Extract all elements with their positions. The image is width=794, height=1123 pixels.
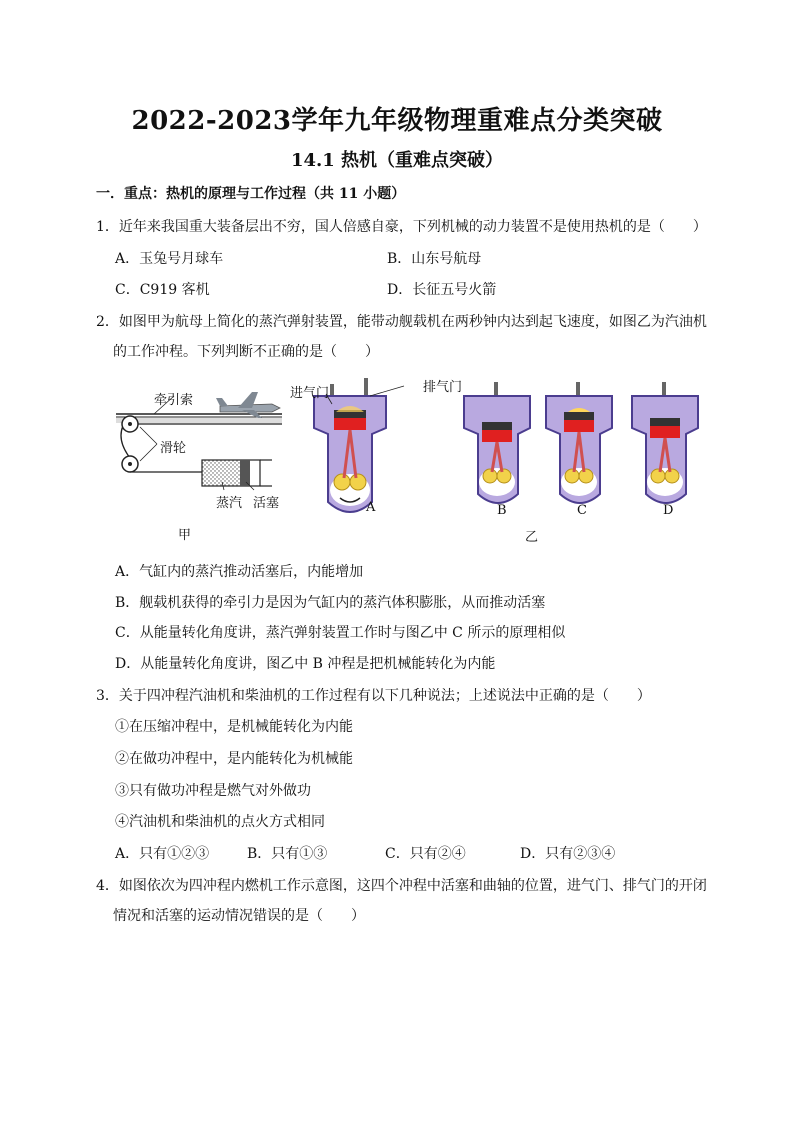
label-engine-a: A [366,500,376,515]
label-yi: 乙 [525,530,539,545]
label-intake-valve: 进气门 [290,386,330,401]
label-engine-c: C [577,503,587,518]
label-engine-d: D [663,503,674,518]
label-pulley: 滑轮 [160,441,187,456]
label-engine-b: B [497,503,507,518]
question-1-option-d: D．长征五号火箭 [387,282,497,298]
question-3-text: 3．关于四冲程汽油机和柴油机的工作过程有以下几种说法；上述说法中正确的是（ ） [96,688,651,704]
page-subtitle: 14.1 热机（重难点突破） [290,150,504,171]
question-3-option-c: C．只有②④ [385,846,466,862]
question-3-statement-3: ③只有做功冲程是燃气对外做功 [115,783,311,799]
question-2-option-b: B．舰载机获得的牵引力是因为气缸内的蒸汽体积膨胀，从而推动活塞 [115,595,546,611]
question-4-text-line-1: 4．如图依次为四冲程内燃机工作示意图，这四个冲程中活塞和曲轴的位置，进气门、排气门的开闭 [96,878,707,894]
section-heading: 一．重点：热机的原理与工作过程（共 11 小题） [96,186,406,202]
question-2-option-a: A．气缸内的蒸汽推动活塞后，内能增加 [115,564,364,580]
engine-d-icon [632,382,698,503]
catapult-diagram [116,392,282,490]
question-3-statement-4: ④汽油机和柴油机的点火方式相同 [115,814,325,830]
label-rope: 牵引索 [154,393,194,408]
question-1-option-a: A．玉兔号月球车 [115,251,224,267]
question-3-statement-1: ①在压缩冲程中，是机械能转化为内能 [115,719,353,735]
engine-b-icon [464,382,530,503]
question-1-option-b: B．山东号航母 [387,251,482,267]
question-3-option-b: B．只有①③ [247,846,328,862]
label-steam: 蒸汽 [216,496,243,511]
question-2-option-d: D．从能量转化角度讲，图乙中 B 冲程是把机械能转化为内能 [115,656,496,672]
question-2-figure [112,372,712,547]
label-exhaust-valve: 排气门 [423,380,463,395]
question-4-text-line-2: 情况和活塞的运动情况错误的是（ ） [113,908,365,924]
question-2-text-line-1: 2．如图甲为航母上简化的蒸汽弹射装置，能带动舰载机在两秒钟内达到起飞速度，如图乙为汽油机 [96,314,707,330]
label-piston: 活塞 [253,496,280,511]
page-title: 2022-2023学年九年级物理重难点分类突破 [131,106,663,136]
question-3-statement-2: ②在做功冲程中，是内能转化为机械能 [115,751,353,767]
question-2-text-line-2: 的工作冲程。下列判断不正确的是（ ） [113,344,379,360]
question-2-option-c: C．从能量转化角度讲，蒸汽弹射装置工作时与图乙中 C 所示的原理相似 [115,625,566,641]
engine-c-icon [546,382,612,503]
question-1-option-c: C．C919 客机 [115,282,210,298]
question-1-text: 1．近年来我国重大装备层出不穷，国人倍感自豪，下列机械的动力装置不是使用热机的是（ ） [96,219,707,235]
question-3-option-a: A．只有①②③ [115,846,210,862]
label-jia: 甲 [178,528,192,543]
question-3-option-d: D．只有②③④ [520,846,616,862]
